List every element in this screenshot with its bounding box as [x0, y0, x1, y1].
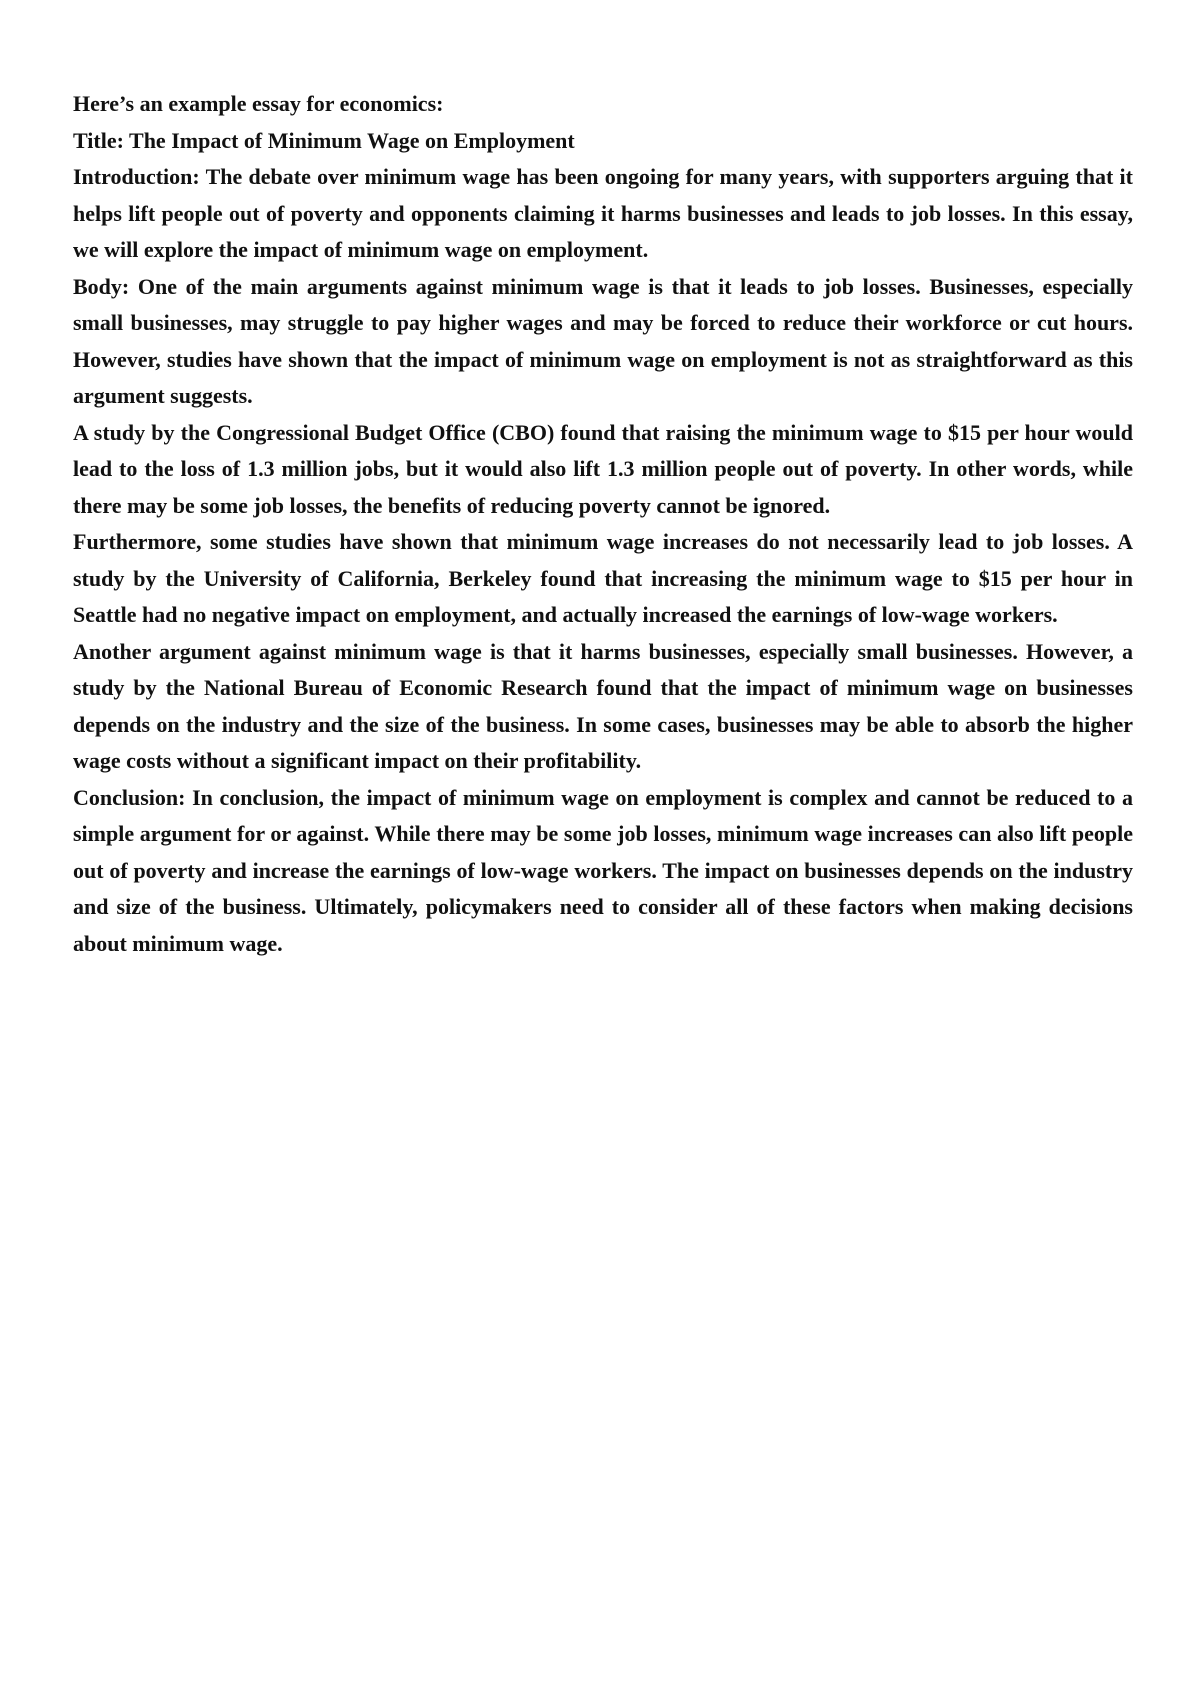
- essay-cbo-paragraph: A study by the Congressional Budget Office (CBO) found that raising the minimum wage to $15 per hour would lead to the loss of 1.3 million jobs, but it would also lift 1.3 million people out of poverty. In other words, while there may be some job losses, the benefits of reducing poverty cannot be ignored.: [73, 419, 1133, 518]
- essay-berkeley-paragraph: Furthermore, some studies have shown that minimum wage increases do not necessarily lead to job losses. A study by the University of California, Berkeley found that increasing the minimum wage to $15 per hour in Seattle had no negative impact on employment, and actually increased the earnings of low-wage workers.: [73, 529, 1133, 627]
- essay-business-paragraph: Another argument against minimum wage is that it harms businesses, especially small businesses. However, a study by the National Bureau of Economic Research found that the impact of minimum wage on businesses depends on the industry and the size of the business. In some cases, businesses may be able to absorb the higher wage costs without a significant impact on their profitability.: [73, 638, 1133, 773]
- essay-body: [73, 86, 1133, 962]
- essay-intro-line: Here’s an example essay for economics:: [73, 91, 444, 116]
- essay-body-paragraph: Body: One of the main arguments against minimum wage is that it leads to job losses. Businesses, especially small businesses, may struggle to pay higher wages and may be forced to reduce their workforce or cut hours. However, studies have shown that the impact of minimum wage on employment is not as straightforward as this argument suggests.: [73, 273, 1133, 408]
- essay-conclusion-paragraph: Conclusion: In conclusion, the impact of minimum wage on employment is complex and cannot be reduced to a simple argument for or against. While there may be some job losses, minimum wage increases can also lift people out of poverty and increase the earnings of low-wage workers. The impact on businesses depends on the industry and size of the business. Ultimately, policymakers need to consider all of these factors when making decisions about minimum wage.: [73, 784, 1133, 956]
- essay-introduction-paragraph: Introduction: The debate over minimum wage has been ongoing for many years, with supporters arguing that it helps lift people out of poverty and opponents claiming it harms businesses and leads to job losses. In this essay, we will explore the impact of minimum wage on employment.: [73, 164, 1133, 262]
- essay-title-line: Title: The Impact of Minimum Wage on Employment: [73, 127, 575, 153]
